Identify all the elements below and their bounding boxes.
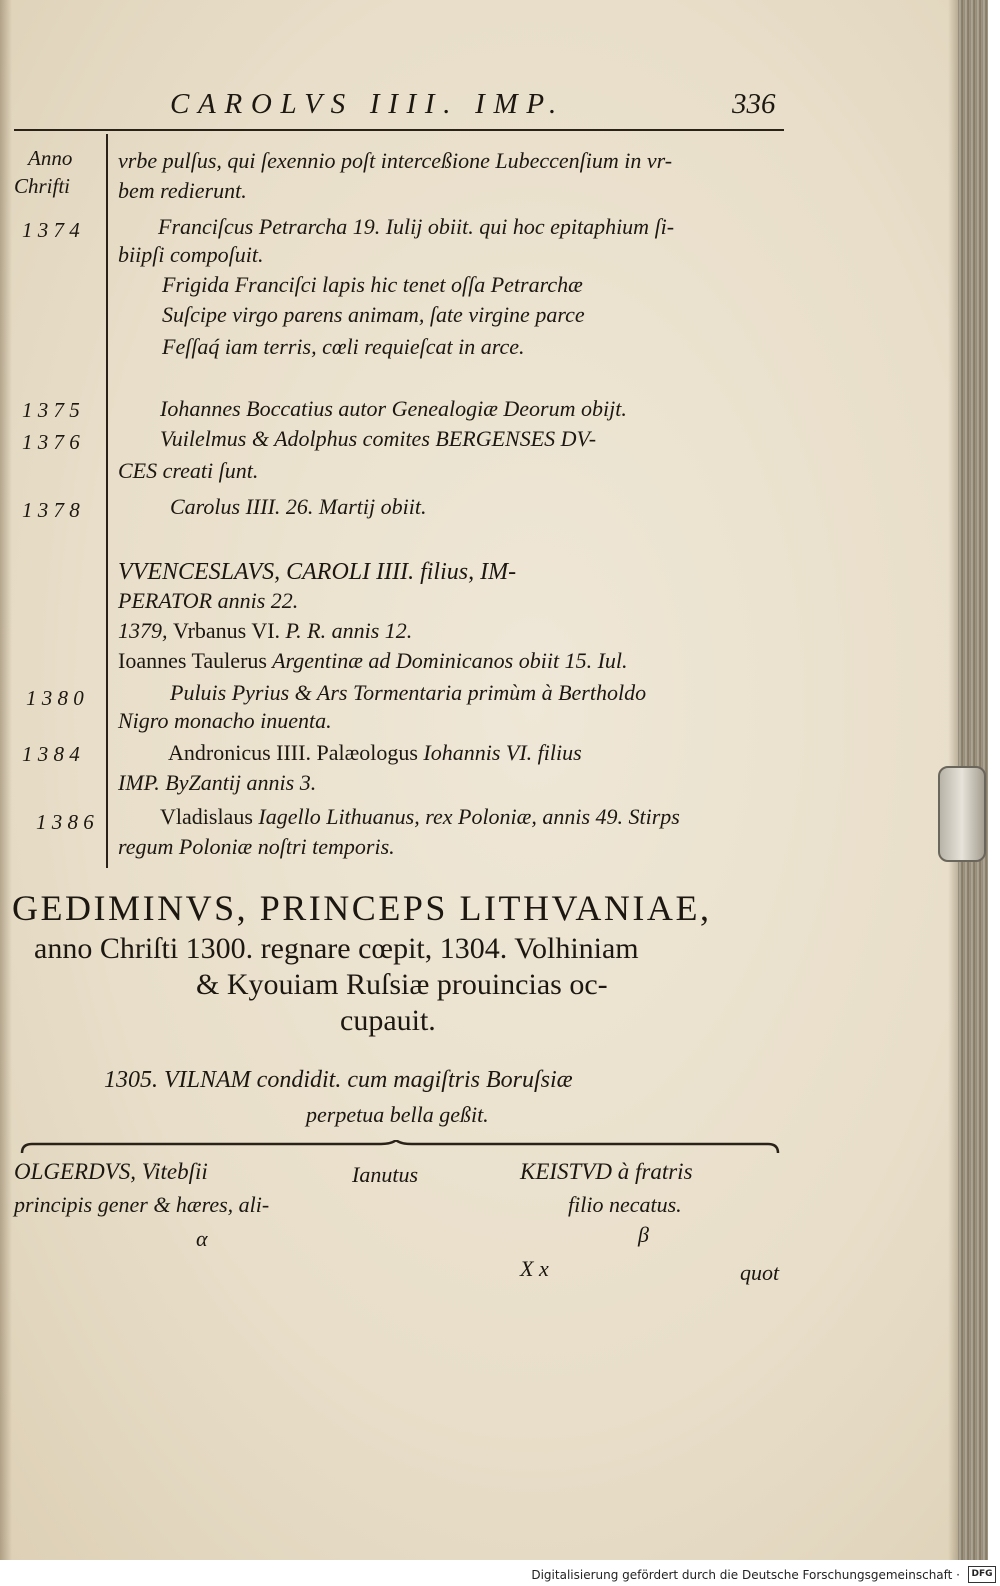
vilna-line: perpetua bella geßit. (306, 1102, 489, 1127)
entry-line: biipſi compoſuit. (118, 242, 264, 267)
header-rule (14, 129, 784, 131)
entry-line: vrbe pulſus, qui ſexennio poſt interceßione Lubeccenſium in vr- (118, 148, 673, 173)
margin-year: 1386 (36, 810, 99, 834)
entry-rest: Iohannis VI. filius (423, 740, 582, 765)
gediminus-line: cupauit. (340, 1004, 436, 1037)
entry-line: regum Poloniæ noſtri temporis. (118, 834, 395, 859)
epitaph-line: Feſſaq́ iam terris, cœli requieſcat in arce. (162, 334, 525, 359)
margin-column-rule (106, 134, 108, 868)
person-name: Ioannes Taulerus (118, 648, 267, 673)
keistud-line: KEISTVD à fratris (520, 1159, 693, 1184)
inline-year: 1379, (118, 618, 168, 643)
entry-line: IMP. ByZantij annis 3. (118, 770, 317, 795)
margin-year: 1380 (26, 686, 89, 710)
entry-line: Vuilelmus & Adolphus comites BERGENSES DV- (160, 426, 597, 451)
page-number: 336 (732, 88, 776, 120)
entry-rest: Argentinæ ad Dominicanos obiit 15. Iul. (272, 648, 628, 673)
gediminus-line: & Kyouiam Ruſsiæ prouincias oc- (196, 968, 608, 1001)
footer-credit: Digitalisierung gefördert durch die Deutsche Forschungsgemeinschaft · (531, 1568, 960, 1582)
book-clasp (938, 766, 986, 862)
epitaph-line: Frigida Franciſci lapis hic tenet oſſa Petrarchæ (162, 272, 583, 297)
entry-line: bem redierunt. (118, 178, 247, 203)
ianutus-name: Ianutus (352, 1162, 418, 1187)
pope-name: Vrbanus VI. (173, 618, 281, 643)
olgerd-line: principis gener & hæres, ali- (14, 1192, 270, 1217)
person-name: Andronicus IIII. Palæologus (168, 740, 418, 765)
entry-line: Puluis Pyrius & Ars Tormentaria primùm à Bertholdo (170, 680, 647, 705)
genealogy-bracket (20, 1140, 780, 1154)
margin-christi: Chrifti (14, 174, 71, 198)
signature-mark: X x (520, 1256, 549, 1281)
epitaph-line: Suſcipe virgo parens animam, ſate virgine parce (162, 302, 585, 327)
gediminus-title: GEDIMINVS, PRINCEPS LITHVANIAE, (12, 888, 712, 928)
entry-rest: Iagello Lithuanus, rex Poloniæ, annis 49. Stirps (258, 804, 680, 829)
entry-rest: P. R. annis 12. (285, 618, 413, 643)
margin-year: 1374 (22, 218, 85, 242)
entry-line: CES creati ſunt. (118, 458, 259, 483)
gediminus-line: anno Chriſti 1300. regnare cœpit, 1304. Volhiniam (34, 932, 639, 965)
entry-line: Iohannes Boccatius autor Genealogiæ Deorum obijt. (160, 396, 627, 421)
entry-line-andronicus (168, 742, 582, 764)
margin-year: 1384 (22, 742, 85, 766)
entry-line-vladislaus (160, 806, 680, 828)
margin-year: 1376 (22, 430, 85, 454)
vilna-line: 1305. VILNAM condidit. cum magiſtris Boruſsiæ (104, 1067, 573, 1093)
dfg-logo: DFG (968, 1566, 996, 1583)
person-name: Vladislaus (160, 804, 253, 829)
entry-line: Franciſcus Petrarcha 19. Iulij obiit. qui hoc epitaphium ſi- (158, 214, 675, 239)
entry-line: Carolus IIII. 26. Martij obiit. (170, 494, 427, 519)
entry-line: PERATOR annis 22. (118, 588, 299, 613)
margin-year: 1375 (22, 398, 85, 422)
continuation-beta: β (638, 1222, 649, 1247)
entry-line-tauler (118, 650, 628, 672)
continuation-alpha: α (196, 1226, 208, 1251)
wenceslaus-heading: VVENCESLAVS, CAROLI IIII. filius, IM- (118, 559, 517, 585)
spine-shadow (0, 0, 12, 1560)
margin-anno: Anno (28, 146, 73, 170)
running-header: CAROLVS IIII. IMP. (170, 88, 566, 120)
entry-line: Nigro monacho inuenta. (118, 708, 332, 733)
margin-year: 1378 (22, 498, 85, 522)
keistud-line: filio necatus. (568, 1192, 682, 1217)
catchword: quot (740, 1260, 780, 1285)
olgerd-line: OLGERDVS, Vitebſii (14, 1159, 208, 1184)
entry-line-1379 (118, 620, 412, 642)
